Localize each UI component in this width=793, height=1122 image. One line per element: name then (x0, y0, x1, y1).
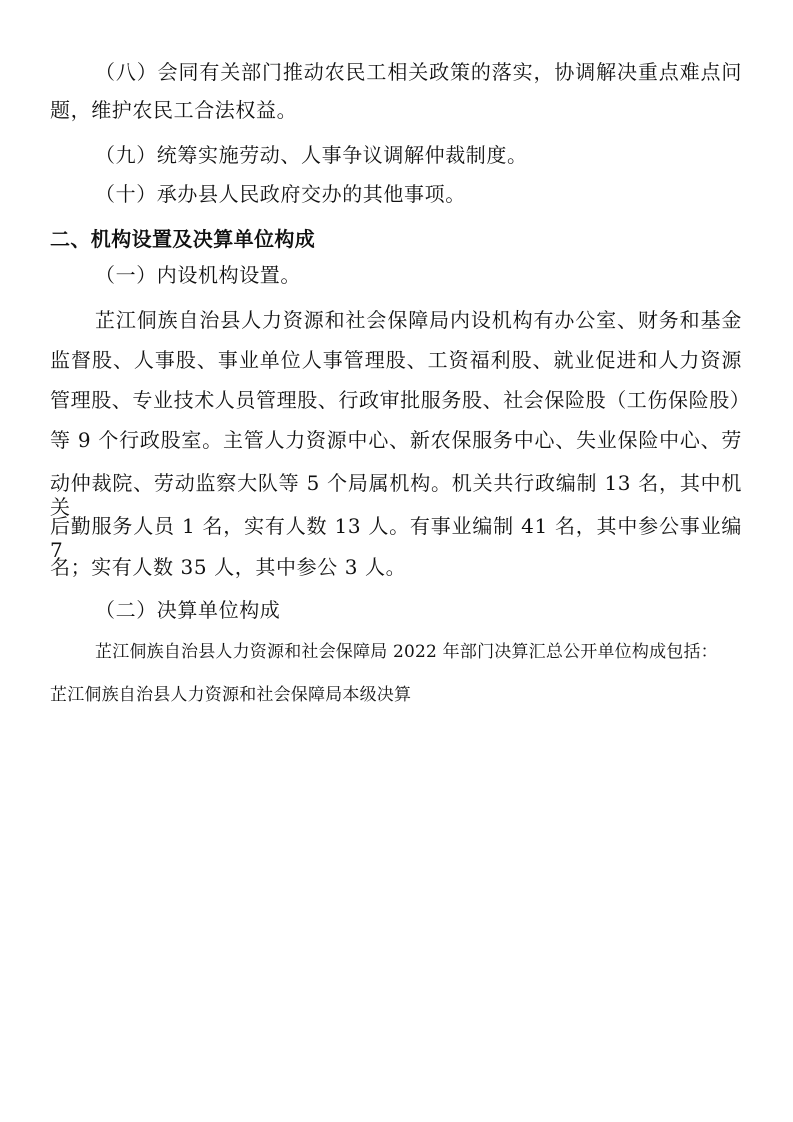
paragraph-structure-line-1: 芷江侗族自治县人力资源和社会保障局内设机构有办公室、财务和基金 (95, 308, 742, 332)
paragraph-item-8-line-2: 题，维护农民工合法权益。 (50, 98, 298, 122)
paragraph-structure-line-2: 监督股、人事股、事业单位人事管理股、工资福利股、就业促进和人力资源 (50, 348, 742, 372)
paragraph-item-9: （九）统筹实施劳动、人事争议调解仲裁制度。 (95, 143, 528, 167)
paragraph-structure-line-4: 等 9 个行政股室。主管人力资源中心、新农保服务中心、失业保险中心、劳 (50, 428, 742, 452)
section-heading-2: 二、机构设置及决算单位构成 (50, 227, 316, 251)
paragraph-composition-line-2: 芷江侗族自治县人力资源和社会保障局本级决算 (50, 685, 412, 705)
paragraph-structure-line-6: 后勤服务人员 1 名，实有人数 13 人。有事业编制 41 名，其中参公事业编 7 (50, 514, 742, 562)
paragraph-item-10: （十）承办县人民政府交办的其他事项。 (95, 182, 466, 206)
paragraph-structure-line-5: 动仲裁院、劳动监察大队等 5 个局属机构。机关共行政编制 13 名，其中机关 (50, 471, 742, 519)
paragraph-structure-line-7: 名；实有人数 35 人，其中参公 3 人。 (50, 555, 407, 579)
subheading-2: （二）决算单位构成 (95, 598, 281, 622)
paragraph-structure-line-3: 管理股、专业技术人员管理股、行政审批服务股、社会保险股（工伤保险股） (50, 388, 751, 412)
subheading-1: （一）内设机构设置。 (95, 263, 301, 287)
paragraph-item-8-line-1: （八）会同有关部门推动农民工相关政策的落实，协调解决重点难点问 (95, 60, 742, 84)
paragraph-composition-line-1: 芷江侗族自治县人力资源和社会保障局 2022 年部门决算汇总公开单位构成包括： (95, 642, 718, 662)
